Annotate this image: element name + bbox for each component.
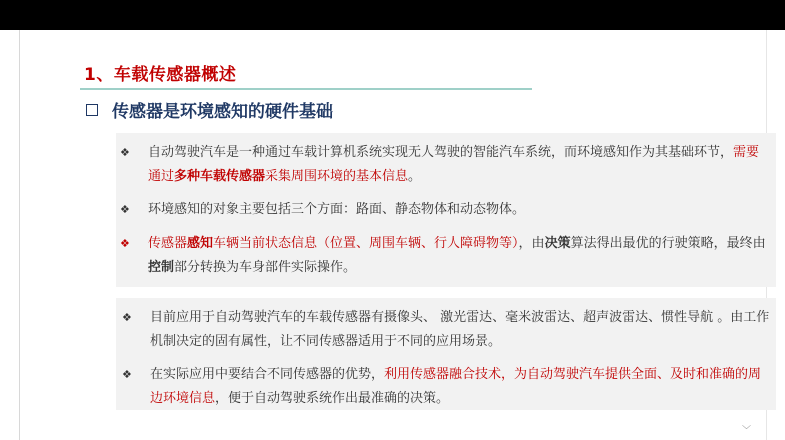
diamond-bullet-icon: ❖ bbox=[120, 203, 130, 216]
diamond-bullet-icon: ❖ bbox=[122, 311, 132, 324]
corner-mark-icon: ﹀ bbox=[742, 426, 752, 436]
bullet-text: 目前应用于自动驾驶汽车的车载传感器有摄像头、 激光雷达、毫米波雷达、超声波雷达、惯性导航 。由工作机制决定的固有属性，让不同传感器适用于不同的应用场景。 bbox=[150, 310, 770, 349]
bullet-item-1 bbox=[120, 141, 772, 189]
bullet-item-5 bbox=[122, 363, 770, 411]
bullet-item-4 bbox=[122, 306, 770, 354]
slide-left-border bbox=[19, 30, 20, 440]
bullet-item-2 bbox=[120, 198, 772, 222]
bullet-text: 传感器感知车辆当前状态信息（位置、周围车辆、行人障碍物等），由决策算法得出最优的行驶策略，最终由控制部分转换为车身部件实际操作。 bbox=[148, 236, 766, 275]
subheading-text: 传感器是环境感知的硬件基础 bbox=[112, 102, 333, 122]
bullet-text: 环境感知的对象主要包括三个方面：路面、静态物体和动态物体。 bbox=[148, 202, 526, 217]
checkbox-bullet-icon bbox=[86, 104, 98, 116]
bullet-text: 自动驾驶汽车是一种通过车载计算机系统实现无人驾驶的智能汽车系统，而环境感知作为其基础环节，需要通过多种车载传感器采集周围环境的基本信息。 bbox=[148, 145, 760, 184]
bullet-item-3 bbox=[120, 232, 772, 280]
top-black-bar bbox=[0, 0, 785, 30]
subheading bbox=[86, 97, 333, 122]
diamond-bullet-icon: ❖ bbox=[122, 368, 132, 381]
section-title: 1、车载传感器概述 bbox=[84, 65, 237, 85]
diamond-bullet-icon: ❖ bbox=[120, 146, 130, 159]
bullet-text: 在实际应用中要结合不同传感器的优势，利用传感器融合技术，为自动驾驶汽车提供全面、及时和准确的周边环境信息，便于自动驾驶系统作出最准确的决策。 bbox=[150, 367, 762, 406]
title-underline bbox=[80, 88, 532, 90]
diamond-bullet-icon: ❖ bbox=[120, 237, 130, 250]
